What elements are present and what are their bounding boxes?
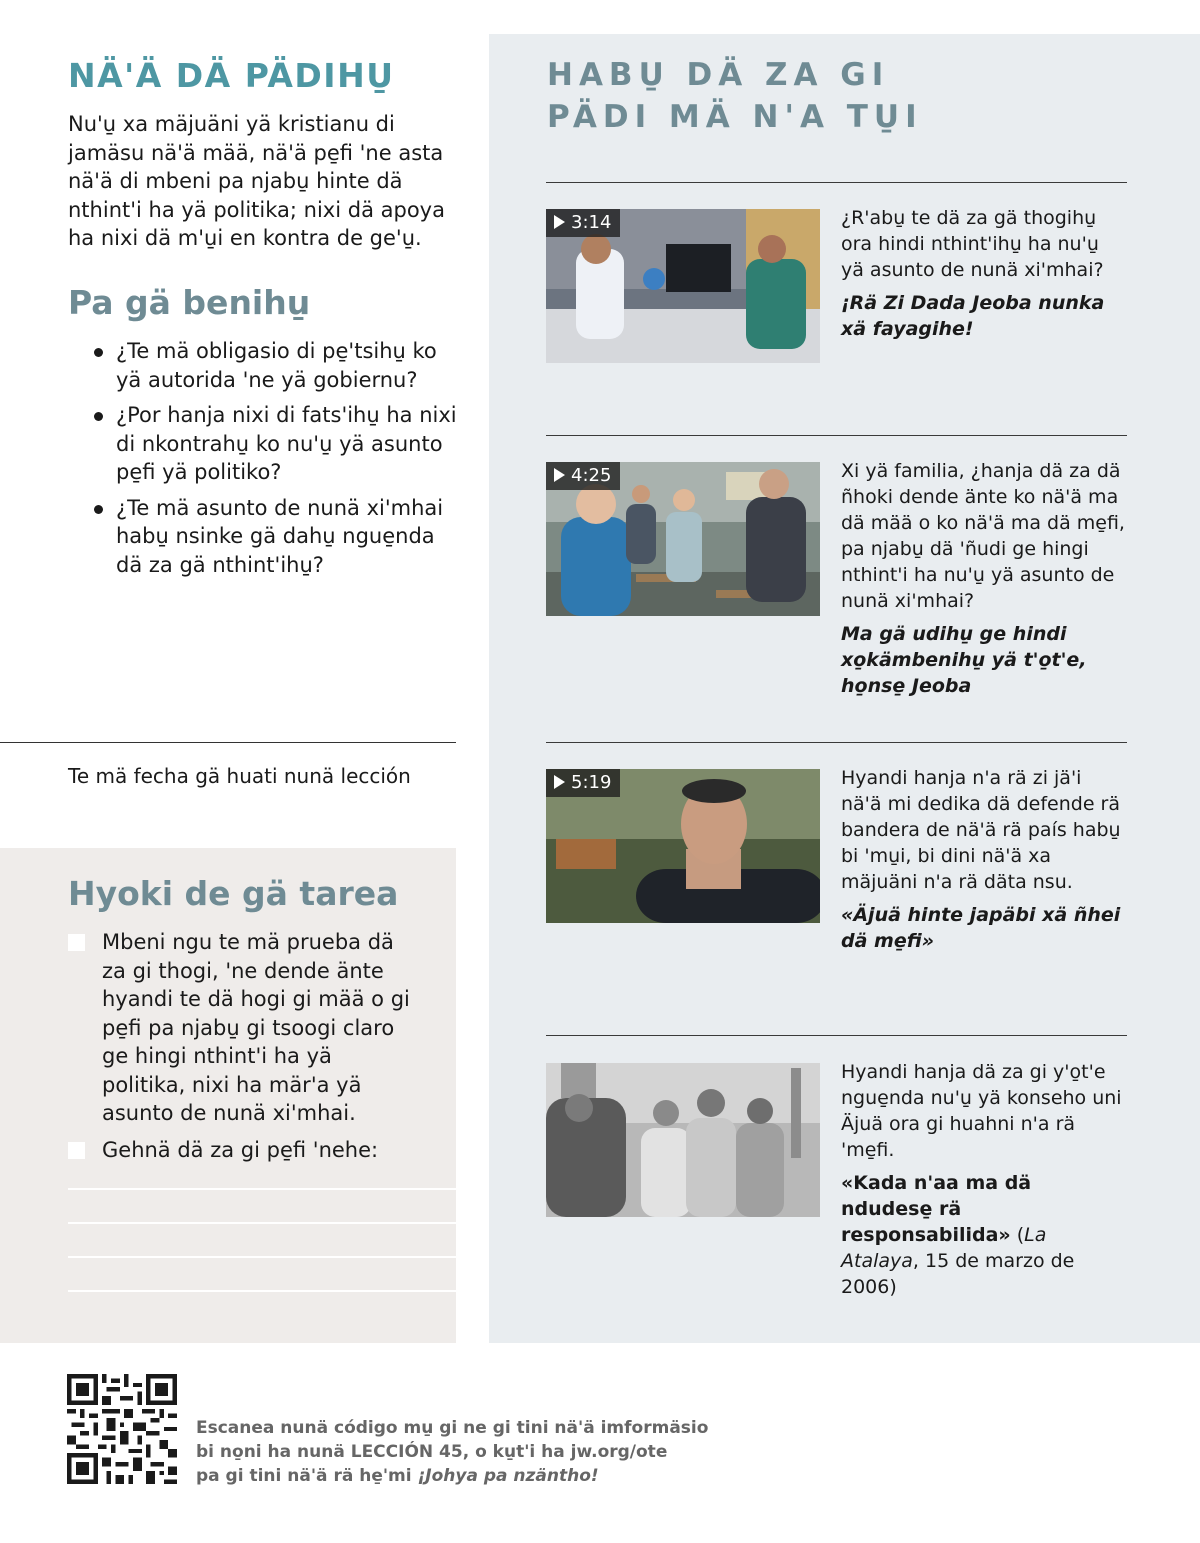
duration-text: 4:25 <box>571 465 612 486</box>
article-question: Hyandi hanja dä za gi y'o̱t'e ngue̱nda nu'u̱ yä konseho uni Äjuä ora gi huahni n'a rä 'me̱fi. <box>841 1061 1122 1161</box>
homework-title: Hyoki de gä tarea <box>68 874 399 913</box>
duration-text: 5:19 <box>571 772 612 793</box>
qr-code[interactable] <box>67 1374 177 1484</box>
footer-line <box>196 1464 716 1488</box>
video-title: «Äjuä hinte japäbi xä ñhei dä me̱fi» <box>841 904 1121 952</box>
summary-body: Nu'u̱ xa mäjuäni yä kristianu di jamäsu nä'ä mää, nä'ä pe̱fi 'ne asta nä'ä di mbeni pa njabu̱ hinte dä nthint'i ha yä politika; nixi dä apoya ha nixi dä m'u̱i en kontra de ge'u̱. <box>68 112 445 250</box>
videos-section <box>489 34 1200 1343</box>
video-description <box>841 458 1127 699</box>
divider <box>546 182 1127 183</box>
divider <box>546 435 1127 436</box>
review-item <box>94 337 458 394</box>
review-item-text: ¿Te mä asunto de nunä xi'mhai habu̱ nsinke gä dahu̱ ngue̱nda dä za gä nthint'ihu̱? <box>116 495 444 577</box>
bullet-icon <box>94 505 103 514</box>
video-description <box>841 205 1127 342</box>
review-section <box>68 283 458 586</box>
duration-text: 3:14 <box>571 212 612 233</box>
bullet-icon <box>94 348 103 357</box>
checkbox[interactable] <box>68 934 85 951</box>
homework-item-text: Gehnä dä za gi pe̱fi 'nehe: <box>102 1138 379 1162</box>
review-title: Pa gä benihu̱ <box>68 283 311 322</box>
video-question: ¿R'abu̱ te dä za gä thogihu̱ ora hindi nthint'ihu̱ ha nu'u̱ yä asunto de nunä xi'mhai? <box>841 207 1104 281</box>
duration-badge <box>546 209 620 237</box>
play-icon <box>554 468 565 482</box>
divider <box>546 742 1127 743</box>
video-thumbnail[interactable] <box>546 462 820 616</box>
date-divider <box>0 742 456 743</box>
videos-title: HABU̱ DÄ ZA GI PÄDI MÄ N'A TU̱I <box>547 57 923 135</box>
publication-title: ¡Johya pa nzäntho! <box>417 1466 599 1486</box>
play-icon <box>554 215 565 229</box>
video-question: Xi yä familia, ¿hanja dä za dä ñhoki dende änte ko nä'ä ma dä mää o ko nä'ä ma dä me̱fi, pa njabu̱ dä 'ñudi ge hingi nthint'i ha nu'u̱ yä asunto de nunä xi'mhai? <box>841 460 1125 612</box>
lesson-date-label: Te mä fecha gä huati nunä lección <box>68 764 411 788</box>
ancient-officials-image <box>546 1063 820 1217</box>
review-item-text: ¿Por hanja nixi di fats'ihu̱ ha nixi di nkontrahu̱ ko nu'u̱ yä asunto pe̱fi yä politiko? <box>116 403 457 484</box>
checkbox[interactable] <box>68 1142 85 1159</box>
review-item <box>94 494 458 580</box>
play-icon <box>554 775 565 789</box>
footer-line: bi no̱ni ha nunä LECCIÓN 45, o ku̱t'i ha jw.org/ote <box>196 1442 668 1462</box>
article-date: 15 de marzo de 2006 <box>841 1250 1075 1298</box>
writing-line[interactable] <box>68 1222 456 1224</box>
summary-title: NÄ'Ä DÄ PÄDIHU̱ <box>68 56 395 95</box>
video-description <box>841 765 1127 954</box>
summary-section <box>68 56 458 253</box>
video-thumbnail[interactable] <box>546 769 820 923</box>
duration-badge <box>546 769 620 797</box>
writing-line[interactable] <box>68 1188 456 1190</box>
video-thumbnail[interactable] <box>546 209 820 363</box>
duration-badge <box>546 462 620 490</box>
video-title: ¡Rä Zi Dada Jeoba nunka xä fayagihe! <box>841 292 1105 340</box>
review-item-text: ¿Te mä obligasio di pe̱'tsihu̱ ko yä autorida 'ne yä gobiernu? <box>116 339 437 392</box>
article-description <box>841 1059 1127 1300</box>
writing-line[interactable] <box>68 1256 456 1258</box>
article-source: La Atalaya <box>841 1224 1047 1272</box>
article-title: «Kada n'aa ma dä ndudese̱ rä responsabilida» <box>841 1172 1032 1246</box>
homework-item-text: Mbeni ngu te mä prueba dä za gi thogi, 'ne dende änte hyandi te dä hogi gi mää o gi pe̱fi pa njabu̱ gi tsoogi claro ge hingi nthint'i ha yä politika, nixi ha mär'a yä asunto de nunä xi'mhai. <box>102 930 410 1125</box>
video-title: Ma gä udihu̱ ge hindi xo̱kämbenihu̱ yä t'o̱t'e, ho̱nse̱ Jeoba <box>841 623 1087 697</box>
article-illustration <box>546 1063 820 1217</box>
divider <box>546 1035 1127 1036</box>
footer-line: Escanea nunä código mu̱ gi ne gi tini nä'ä imformäsio <box>196 1418 709 1438</box>
homework-item <box>68 1136 418 1165</box>
review-list <box>68 337 458 579</box>
bullet-icon <box>94 412 103 421</box>
homework-item <box>68 928 418 1128</box>
article-reference: «Kada n'aa ma dä ndudese̱ rä responsabilida» (La Atalaya, 15 de marzo de 2006) <box>841 1172 1075 1298</box>
footer-text <box>196 1416 716 1488</box>
homework-section <box>0 848 456 1343</box>
writing-line[interactable] <box>68 1290 456 1292</box>
video-question: Hyandi hanja n'a rä zi jä'i nä'ä mi dedika dä defende rä bandera de nä'ä rä país habu̱ bi 'mu̱i, bi dini nä'ä xa mäjuäni n'a rä däta nsu. <box>841 767 1121 893</box>
review-item <box>94 401 458 487</box>
footer-line-text: pa gi tini nä'ä rä he̱'mi <box>196 1466 418 1486</box>
